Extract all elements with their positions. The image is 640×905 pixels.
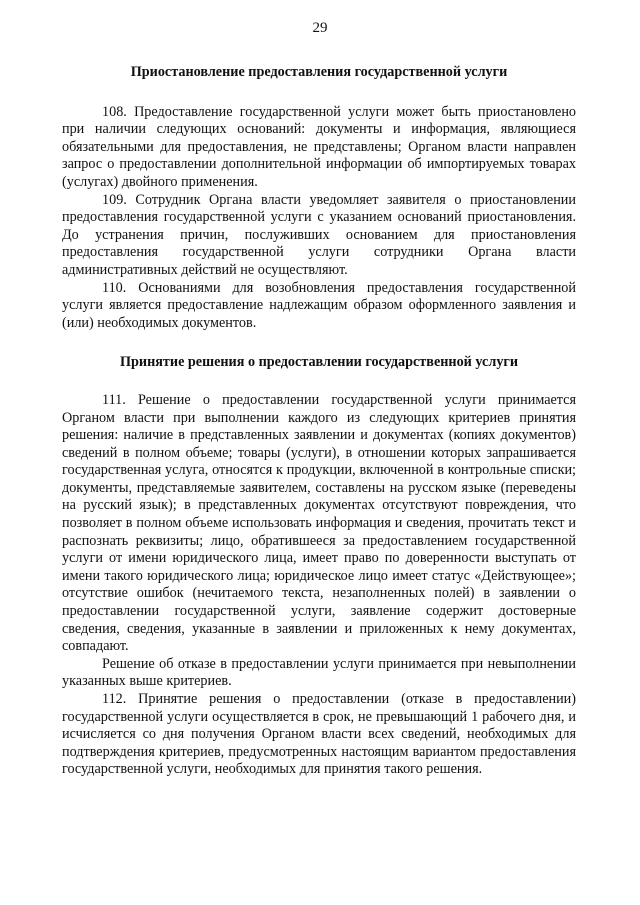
document-body	[62, 58, 576, 779]
section-heading: Принятие решения о предоставлении государственной услуги	[119, 354, 519, 371]
section-suspension	[62, 64, 576, 332]
paragraph-111: 111. Решение о предоставлении государственной услуги принимается Органом власти при выполнении каждого из следующих критериев принятия решения: наличие в представленных заявлении и документах (копиях документов) сведений в полном объеме; товары (услуги), в отношении которых запрашивается государственная услуга, относятся к продукции, включенной в контрольные списки; документы, представляемые заявителем, составлены на русском языке (переведены на русский язык); в представленных документах отсутствуют повреждения, что позволяет в полном объеме использовать информация и сведения, прочитать текст и распознать реквизиты; лицо, обратившееся за предоставлением государственной услуги от имени юридического лица, имеет право по доверенности выступать от имени такого юридического лица; юридическое лицо имеет статус «Действующее»; отсутствие ошибок (нечитаемого текста, незаполненных полей) в заявлении о предоставлении государственной услуги, заявление содержит достоверные сведения, сведения, указанные в заявлении и приложенных к нему документах, совпадают.	[62, 391, 576, 655]
section-decision	[62, 354, 576, 779]
paragraph-110: 110. Основаниями для возобновления предоставления государственной услуги является предоставление надлежащим образом оформленного заявления и (или) необходимых документов.	[62, 279, 576, 331]
paragraph-109: 109. Сотрудник Органа власти уведомляет заявителя о приостановлении предоставления государственной услуги с указанием оснований приостановления. До устранения причин, послуживших основанием для приостановления предоставления государственной услуги сотрудники Органа власти административных действий не осуществляют.	[62, 191, 576, 278]
paragraph-112: 112. Принятие решения о предоставлении (отказе в предоставлении) государственной услуги осуществляется в срок, не превышающий 1 рабочего дня, и исчисляется со дня получения Органом власти всех сведений, необходимых для подтверждения критериев, предусмотренных настоящим вариантом предоставления государственной услуги, необходимых для принятия такого решения.	[62, 691, 576, 778]
page-number: 29	[312, 20, 328, 36]
paragraph-108: 108. Предоставление государственной услуги может быть приостановлено при наличии следующих оснований: документы и информация, являющиеся обязательными для предоставления, не представлены; Органом власти направлен запрос о предоставлении дополнительной информации об импортируемых товарах (услугах) двойного применения.	[62, 103, 576, 190]
section-heading: Приостановление предоставления государственной услуги	[130, 64, 508, 80]
paragraph-refusal: Решение об отказе в предоставлении услуги принимается при невыполнении указанных выше критериев.	[62, 655, 576, 690]
